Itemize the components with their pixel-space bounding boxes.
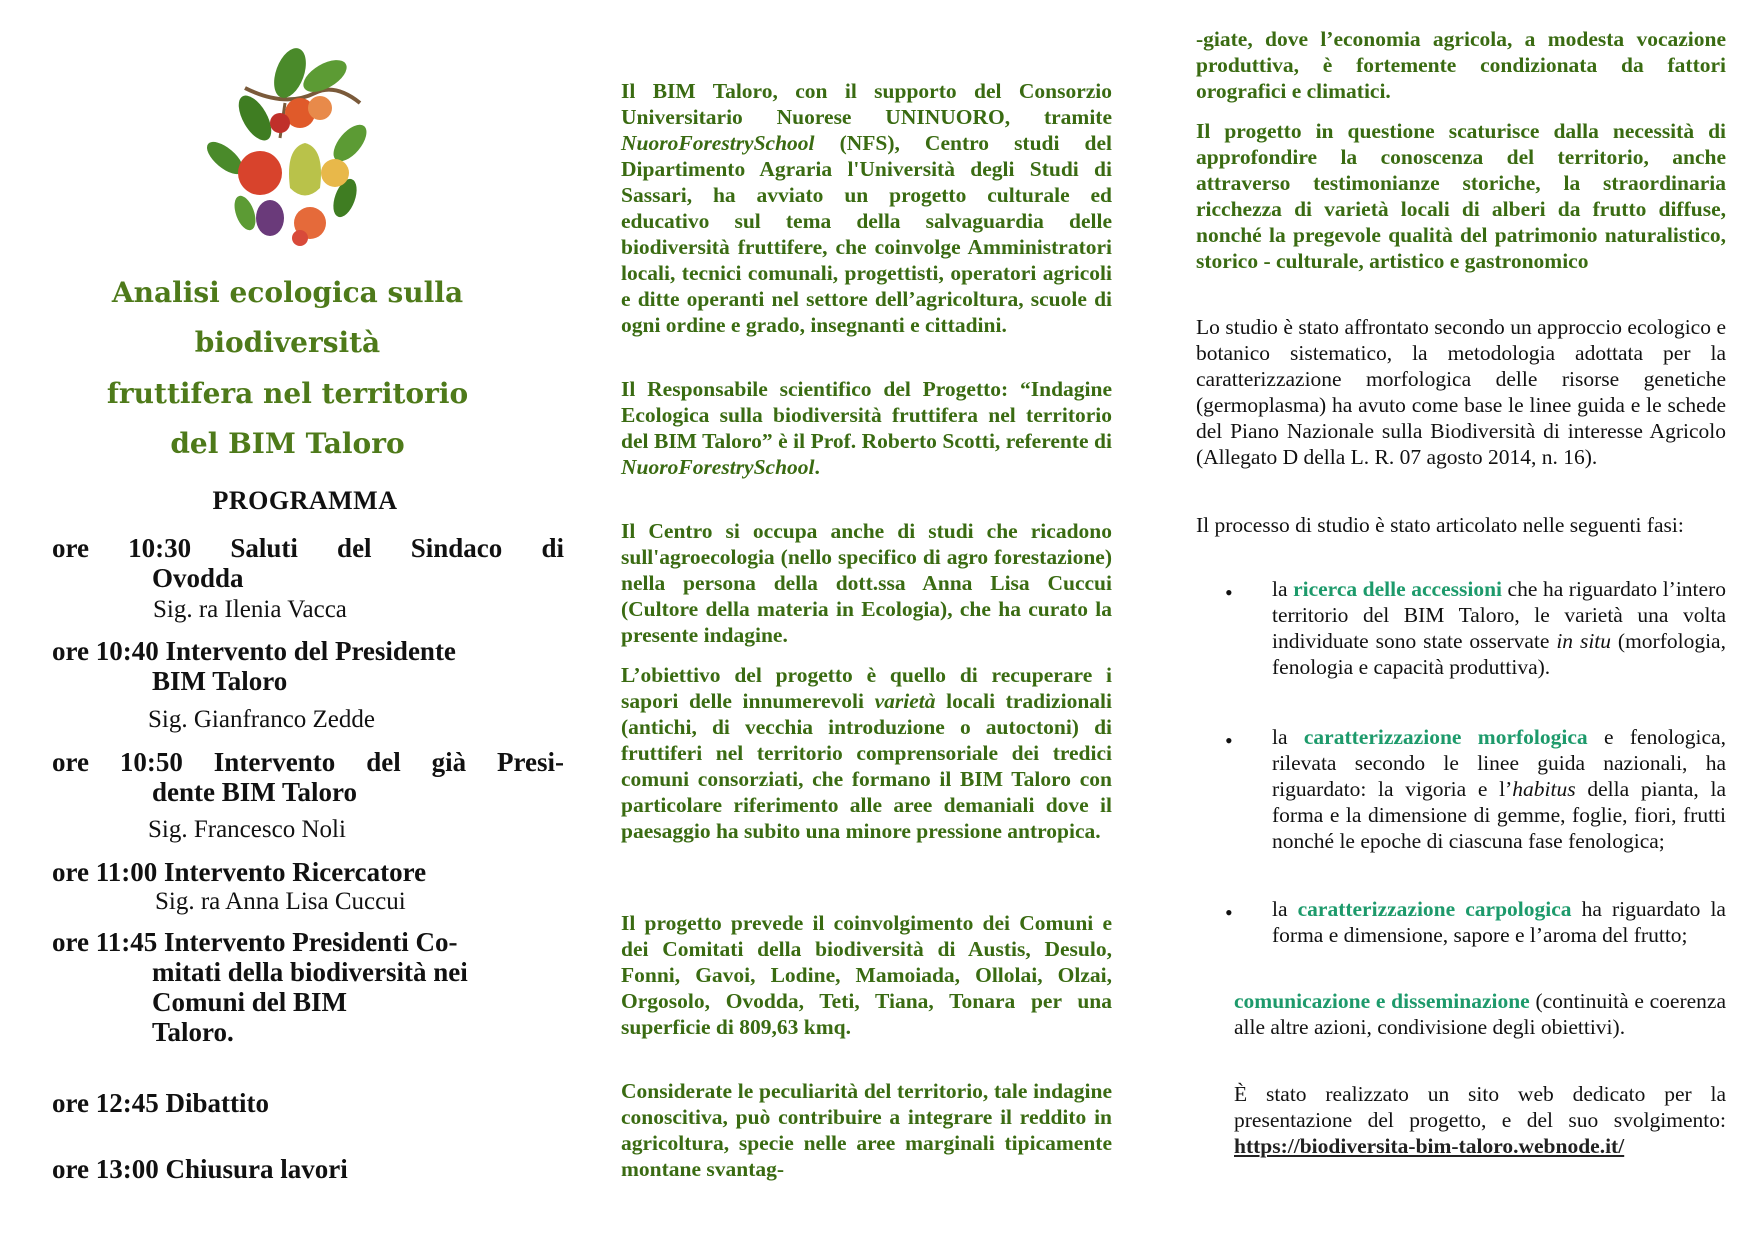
project-objective-paragraph: L’obiettivo del progetto è quello di recuperare i sapori delle innumerevoli varietà locali tradizionali (antichi, di vecchia introduzione o autoctoni) di fruttiferi nel territorio comprensoriale dei tredici comuni consorziati, che formano il BIM Taloro con particolare riferimento alle aree demaniali dove il paesaggio ha subito una minore pressione antropica. — [621, 663, 1112, 843]
bullet-icon: • — [1225, 728, 1233, 753]
schedule-time-line: ore 10:30 Saluti del Sindaco di — [52, 533, 564, 563]
fruit-branch-illustration — [185, 48, 385, 248]
project-motivation-paragraph: Il progetto in questione scaturisce dalla necessità di approfondire la conoscenza del territorio, anche attraverso testimonianze storiche, la straordinaria ricchezza di varietà locali di alberi da frutto diffuse, nonché la pregevole qualità del patrimonio naturalistico, storico - culturale, artistico e gastronomico — [1196, 119, 1726, 273]
project-intro-paragraph: Il BIM Taloro, con il supporto del Consorzio Universitario Nuorese UNINUORO, tramite NuoroForestrySchool (NFS), Centro studi del Dipartimento Agraria l'Università degli Studi di Sassari, ha avviato un progetto culturale ed educativo sul tema della salvaguardia delle biodiversità fruttifere, che coinvolge Amministratori locali, tecnici comunali, progettisti, operatori agricoli e ditte operanti nel settore dell’agricoltura, scuole di ogni ordine e grado, insegnanti e cittadini. — [621, 79, 1112, 337]
schedule-line: mitati della biodiversità nei — [152, 957, 468, 987]
phase-item-accession-search: la ricerca delle accessioni che ha riguardato l’intero territorio del BIM Taloro, le varietà una volta individuate sono state osservate in situ (morfologia, fenologia e capacità produttiva). — [1272, 577, 1726, 679]
event-title-line-2: biodiversità — [194, 326, 381, 359]
program-heading: PROGRAMMA — [212, 486, 398, 515]
schedule-item — [52, 636, 564, 696]
schedule-time-line: ore 13:00 Chiusura lavori — [52, 1154, 348, 1184]
schedule-item — [52, 747, 564, 807]
schedule-speaker: Sig. Francesco Noli — [148, 816, 346, 843]
schedule-speaker: Sig. ra Ilenia Vacca — [153, 596, 347, 623]
schedule-time-line: ore 11:00 Intervento Ricercatore — [52, 857, 427, 887]
schedule-line: Ovodda — [152, 563, 244, 593]
bullet-icon: • — [1225, 580, 1233, 605]
schedule-speaker: Sig. Gianfranco Zedde — [148, 706, 376, 733]
website-link[interactable]: https://biodiversita-bim-taloro.webnode.it/ — [1234, 1134, 1625, 1158]
territory-continuation-paragraph: -giate, dove l’economia agricola, a modesta vocazione produttiva, è fortemente condizionata da fattori orografici e climatici. — [1196, 27, 1726, 103]
event-title-line-4: del BIM Taloro — [170, 427, 405, 460]
phase-item-morphological: la caratterizzazione morfologica e fenologica, rilevata secondo le linee guida nazionali, ha riguardato: la vigoria e l’habitus della pianta, la forma e la dimensione di gemme, foglie, fiori, frutti nonché le epoche di ciascuna fase fenologica; — [1272, 725, 1726, 853]
schedule-time-line: ore 10:40 Intervento del Presidente — [52, 636, 456, 666]
municipalities-paragraph: Il progetto prevede il coinvolgimento dei Comuni e dei Comitati della biodiversità di Austis, Desulo, Fonni, Gavoi, Lodine, Mamoiada, Ollolai, Olzai, Orgosolo, Ovodda, Teti, Tiana, Tonara per una superficie di 809,63 kmq. — [621, 911, 1112, 1039]
schedule-line: Taloro. — [152, 1017, 234, 1047]
event-title-line-3: fruttifera nel territorio — [106, 377, 469, 410]
schedule-line: BIM Taloro — [152, 666, 288, 696]
research-center-paragraph: Il Centro si occupa anche di studi che ricadono sull'agroecologia (nello specifico di agro forestazione) nella persona della dott.ssa Anna Lisa Cuccui (Cultore della materia in Ecologia), che ha curato la presente indagine. — [621, 519, 1112, 647]
schedule-time-line: ore 12:45 Dibattito — [52, 1088, 269, 1118]
phase-item-carpological: la caratterizzazione carpologica ha riguardato la forma e dimensione, sapore e l’aroma del frutto; — [1272, 897, 1726, 947]
event-title-line-1: Analisi ecologica sulla — [111, 276, 464, 309]
methodology-paragraph: Lo studio è stato affrontato secondo un approccio ecologico e botanico sistematico, la metodologia adottata per la caratterizzazione morfologica delle risorse genetiche (germoplasma) ha avuto come base le linee guida e le schede del Piano Nazionale sulla Biodiversità di interesse Agricolo (Allegato D della L. R. 07 agosto 2014, n. 16). — [1196, 315, 1726, 469]
schedule-item — [52, 1088, 564, 1118]
territory-paragraph: Considerate le peculiarità del territorio, tale indagine conoscitiva, può contribuire a integrare il reddito in agricoltura, specie nelle aree marginali tipicamente montane svantag- — [621, 1079, 1112, 1181]
bullet-icon: • — [1225, 900, 1233, 925]
schedule-time-line: ore 10:50 Intervento del già Presi- — [52, 747, 564, 777]
schedule-item — [52, 1154, 564, 1184]
phases-intro-paragraph: Il processo di studio è stato articolato nelle seguenti fasi: — [1196, 513, 1684, 537]
schedule-line: Comuni del BIM — [152, 987, 348, 1017]
scientific-lead-paragraph: Il Responsabile scientifico del Progetto: “Indagine Ecologica sulla biodiversità fruttifera nel territorio del BIM Taloro” è il Prof. Roberto Scotti, referente di NuoroForestrySchool. — [621, 377, 1112, 479]
schedule-item — [52, 927, 564, 1047]
schedule-item — [52, 857, 564, 887]
schedule-time-line: ore 11:45 Intervento Presidenti Co- — [52, 927, 458, 957]
schedule-speaker: Sig. ra Anna Lisa Cuccui — [155, 888, 406, 915]
schedule-line: dente BIM Taloro — [152, 777, 358, 807]
website-paragraph: È stato realizzato un sito web dedicato per la presentazione del progetto, e del suo svolgimento: https://biodiversita-bim-taloro.webnode.it/ — [1234, 1082, 1726, 1158]
communication-paragraph: comunicazione e disseminazione (continuità e coerenza alle altre azioni, condivisione degli obiettivi). — [1234, 989, 1726, 1039]
schedule-item — [52, 533, 564, 593]
